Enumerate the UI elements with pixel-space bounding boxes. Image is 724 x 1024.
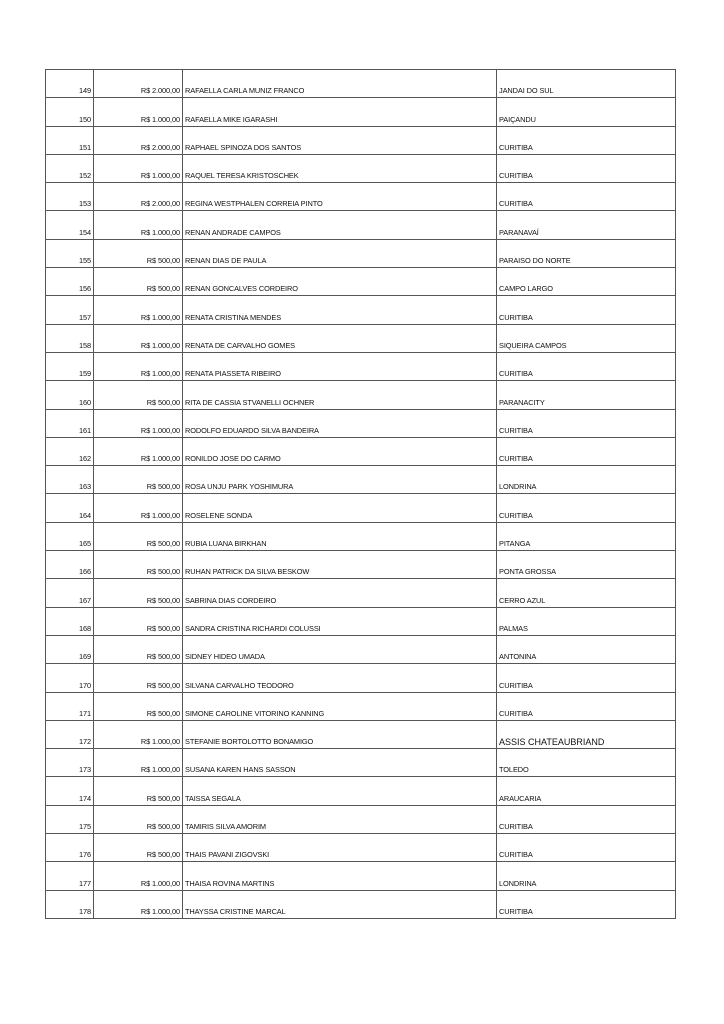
name-cell: RAFAELLA CARLA MUNIZ FRANCO	[183, 70, 497, 98]
table-row	[46, 126, 676, 154]
row-number-cell: 158	[46, 324, 94, 352]
table-row	[46, 183, 676, 211]
table-row	[46, 890, 676, 918]
name-cell: ROSA UNJU PARK YOSHIMURA	[183, 466, 497, 494]
row-number-cell: 168	[46, 607, 94, 635]
table-row	[46, 296, 676, 324]
name-cell: RAFAELLA MIKE IGARASHI	[183, 98, 497, 126]
row-number-cell: 160	[46, 381, 94, 409]
table-row	[46, 381, 676, 409]
row-number-cell: 156	[46, 268, 94, 296]
city-cell: CURITIBA	[497, 126, 676, 154]
row-number-cell: 166	[46, 551, 94, 579]
row-number-cell: 163	[46, 466, 94, 494]
city-cell: CURITIBA	[497, 296, 676, 324]
amount-cell: R$ 1.000,00	[94, 749, 183, 777]
row-number-cell: 150	[46, 98, 94, 126]
amount-cell: R$ 1.000,00	[94, 211, 183, 239]
name-cell: RAPHAEL SPINOZA DOS SANTOS	[183, 126, 497, 154]
amount-cell: R$ 500,00	[94, 466, 183, 494]
row-number-cell: 169	[46, 635, 94, 663]
city-cell: PITANGA	[497, 522, 676, 550]
row-number-cell: 157	[46, 296, 94, 324]
name-cell: SANDRA CRISTINA RICHARDI COLUSSI	[183, 607, 497, 635]
city-cell: PALMAS	[497, 607, 676, 635]
city-cell: PARANAVAÍ	[497, 211, 676, 239]
table-row	[46, 239, 676, 267]
row-number-cell: 151	[46, 126, 94, 154]
amount-cell: R$ 500,00	[94, 551, 183, 579]
name-cell: RENAN GONCALVES CORDEIRO	[183, 268, 497, 296]
name-cell: RUHAN PATRICK DA SILVA BESKOW	[183, 551, 497, 579]
amount-cell: R$ 500,00	[94, 805, 183, 833]
name-cell: RENAN ANDRADE CAMPOS	[183, 211, 497, 239]
table-row	[46, 466, 676, 494]
name-cell: SILVANA CARVALHO TEODORO	[183, 664, 497, 692]
table-row	[46, 664, 676, 692]
name-cell: THAISA ROVINA MARTINS	[183, 862, 497, 890]
table-row	[46, 805, 676, 833]
row-number-cell: 155	[46, 239, 94, 267]
name-cell: RENATA DE CARVALHO GOMES	[183, 324, 497, 352]
amount-cell: R$ 500,00	[94, 664, 183, 692]
amount-cell: R$ 1.000,00	[94, 437, 183, 465]
city-cell: CURITIBA	[497, 834, 676, 862]
table-row	[46, 409, 676, 437]
table-row	[46, 494, 676, 522]
name-cell: TAISSA SEGALA	[183, 777, 497, 805]
row-number-cell: 171	[46, 692, 94, 720]
amount-cell: R$ 1.000,00	[94, 494, 183, 522]
table-row	[46, 692, 676, 720]
row-number-cell: 172	[46, 720, 94, 748]
amount-cell: R$ 500,00	[94, 777, 183, 805]
table-row	[46, 607, 676, 635]
city-cell: PONTA GROSSA	[497, 551, 676, 579]
amount-cell: R$ 1.000,00	[94, 352, 183, 380]
row-number-cell: 167	[46, 579, 94, 607]
row-number-cell: 175	[46, 805, 94, 833]
amount-cell: R$ 1.000,00	[94, 324, 183, 352]
row-number-cell: 153	[46, 183, 94, 211]
row-number-cell: 177	[46, 862, 94, 890]
row-number-cell: 152	[46, 154, 94, 182]
name-cell: RUBIA LUANA BIRKHAN	[183, 522, 497, 550]
city-cell: ASSIS CHATEAUBRIAND	[497, 720, 676, 748]
row-number-cell: 173	[46, 749, 94, 777]
city-cell: CURITIBA	[497, 154, 676, 182]
row-number-cell: 149	[46, 70, 94, 98]
amount-cell: R$ 500,00	[94, 635, 183, 663]
table-row	[46, 324, 676, 352]
row-number-cell: 154	[46, 211, 94, 239]
table-row	[46, 154, 676, 182]
city-cell: CURITIBA	[497, 352, 676, 380]
city-cell: ARAUCARIA	[497, 777, 676, 805]
table-body	[46, 70, 676, 919]
city-cell: PAIÇANDU	[497, 98, 676, 126]
table-row	[46, 70, 676, 98]
table-row	[46, 352, 676, 380]
name-cell: REGINA WESTPHALEN CORREIA PINTO	[183, 183, 497, 211]
city-cell: CURITIBA	[497, 183, 676, 211]
amount-cell: R$ 1.000,00	[94, 296, 183, 324]
row-number-cell: 174	[46, 777, 94, 805]
city-cell: PARAISO DO NORTE	[497, 239, 676, 267]
amount-cell: R$ 1.000,00	[94, 890, 183, 918]
name-cell: SIDNEY HIDEO UMADA	[183, 635, 497, 663]
amount-cell: R$ 500,00	[94, 607, 183, 635]
row-number-cell: 170	[46, 664, 94, 692]
name-cell: TAMIRIS SILVA AMORIM	[183, 805, 497, 833]
name-cell: STEFANIE BORTOLOTTO BONAMIGO	[183, 720, 497, 748]
amount-cell: R$ 1.000,00	[94, 98, 183, 126]
city-cell: CAMPO LARGO	[497, 268, 676, 296]
beneficiary-table	[45, 69, 676, 919]
amount-cell: R$ 1.000,00	[94, 720, 183, 748]
city-cell: CURITIBA	[497, 409, 676, 437]
name-cell: RONILDO JOSE DO CARMO	[183, 437, 497, 465]
city-cell: SIQUEIRA CAMPOS	[497, 324, 676, 352]
city-cell: TOLEDO	[497, 749, 676, 777]
name-cell: ROSELENE SONDA	[183, 494, 497, 522]
table-row	[46, 579, 676, 607]
amount-cell: R$ 500,00	[94, 522, 183, 550]
name-cell: SUSANA KAREN HANS SASSON	[183, 749, 497, 777]
city-cell: CURITIBA	[497, 494, 676, 522]
city-cell: CURITIBA	[497, 437, 676, 465]
row-number-cell: 165	[46, 522, 94, 550]
amount-cell: R$ 2.000,00	[94, 70, 183, 98]
city-cell: CURITIBA	[497, 692, 676, 720]
table-row	[46, 834, 676, 862]
table-row	[46, 437, 676, 465]
name-cell: RAQUEL TERESA KRISTOSCHEK	[183, 154, 497, 182]
name-cell: SABRINA DIAS CORDEIRO	[183, 579, 497, 607]
name-cell: RENATA CRISTINA MENDES	[183, 296, 497, 324]
amount-cell: R$ 1.000,00	[94, 409, 183, 437]
amount-cell: R$ 2.000,00	[94, 126, 183, 154]
row-number-cell: 159	[46, 352, 94, 380]
name-cell: RODOLFO EDUARDO SILVA BANDEIRA	[183, 409, 497, 437]
name-cell: SIMONE CAROLINE VITORINO KANNING	[183, 692, 497, 720]
amount-cell: R$ 1.000,00	[94, 862, 183, 890]
city-cell: CURITIBA	[497, 664, 676, 692]
city-cell: CURITIBA	[497, 890, 676, 918]
name-cell: RENAN DIAS DE PAULA	[183, 239, 497, 267]
amount-cell: R$ 2.000,00	[94, 183, 183, 211]
amount-cell: R$ 1.000,00	[94, 154, 183, 182]
amount-cell: R$ 500,00	[94, 381, 183, 409]
table-row	[46, 777, 676, 805]
name-cell: RENATA PIASSETA RIBEIRO	[183, 352, 497, 380]
table-row	[46, 98, 676, 126]
name-cell: THAIS PAVANI ZIGOVSKI	[183, 834, 497, 862]
table-row	[46, 635, 676, 663]
city-cell: LONDRINA	[497, 862, 676, 890]
amount-cell: R$ 500,00	[94, 692, 183, 720]
name-cell: RITA DE CASSIA STVANELLI OCHNER	[183, 381, 497, 409]
amount-cell: R$ 500,00	[94, 579, 183, 607]
city-cell: CERRO AZUL	[497, 579, 676, 607]
city-cell: CURITIBA	[497, 805, 676, 833]
city-cell: LONDRINA	[497, 466, 676, 494]
amount-cell: R$ 500,00	[94, 268, 183, 296]
row-number-cell: 164	[46, 494, 94, 522]
table-row	[46, 211, 676, 239]
city-cell: PARANACITY	[497, 381, 676, 409]
table-row	[46, 720, 676, 748]
city-cell: ANTONINA	[497, 635, 676, 663]
table-row	[46, 551, 676, 579]
row-number-cell: 176	[46, 834, 94, 862]
row-number-cell: 161	[46, 409, 94, 437]
amount-cell: R$ 500,00	[94, 239, 183, 267]
table-row	[46, 522, 676, 550]
table-row	[46, 749, 676, 777]
city-cell: JANDAI DO SUL	[497, 70, 676, 98]
table-row	[46, 862, 676, 890]
amount-cell: R$ 500,00	[94, 834, 183, 862]
row-number-cell: 162	[46, 437, 94, 465]
row-number-cell: 178	[46, 890, 94, 918]
table-row	[46, 268, 676, 296]
name-cell: THAYSSA CRISTINE MARCAL	[183, 890, 497, 918]
